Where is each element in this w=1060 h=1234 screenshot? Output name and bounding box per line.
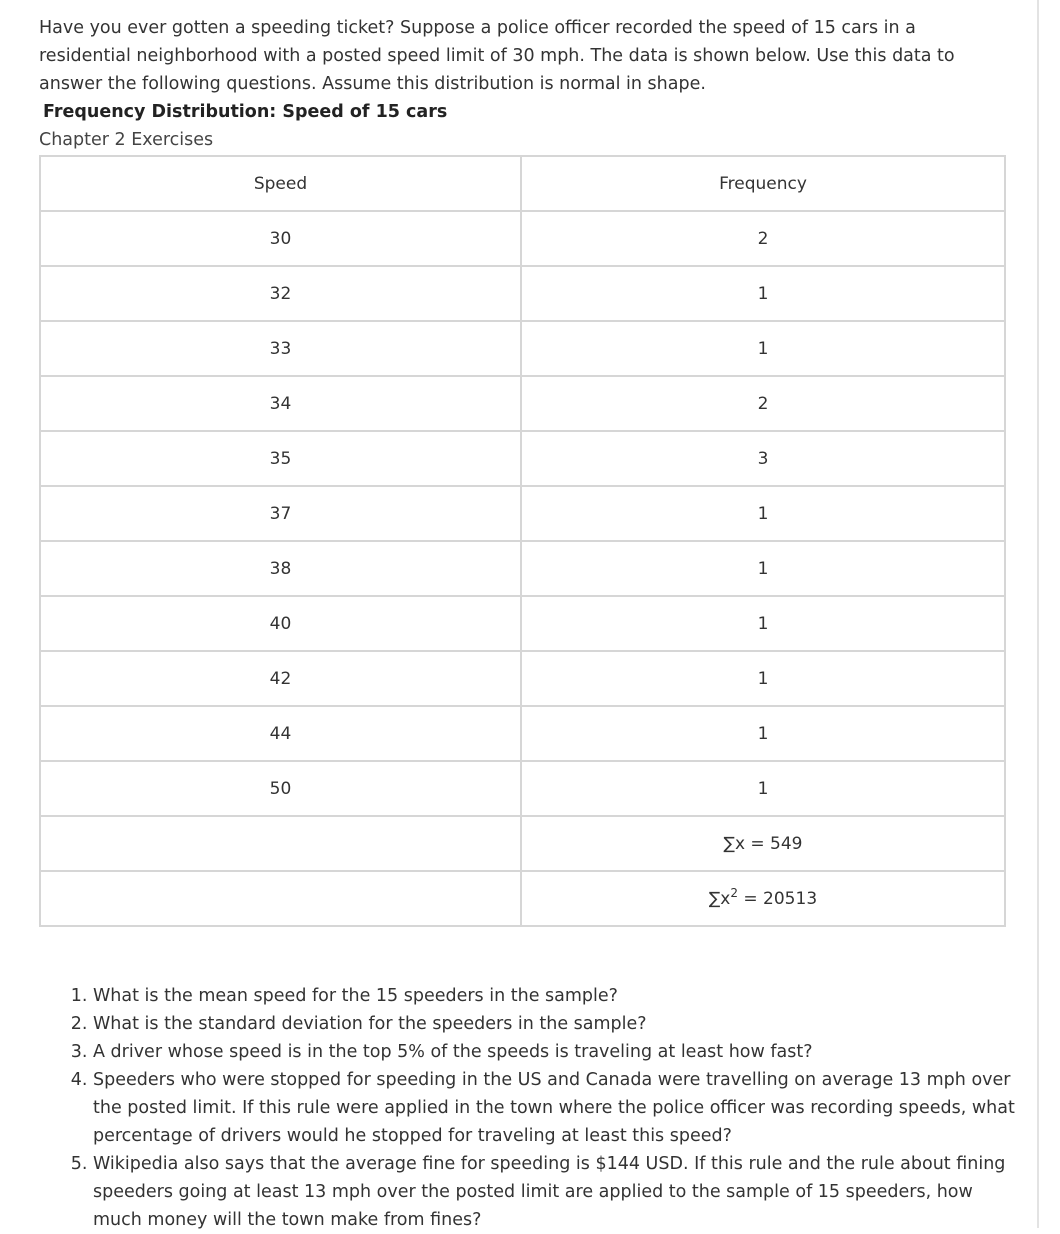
sum-x2-empty-cell (40, 871, 521, 926)
sum-x-row (40, 816, 1005, 871)
table-row (40, 211, 1005, 266)
frequency-cell: 1 (521, 596, 1005, 651)
question-item: 3. A driver whose speed is in the top 5% of the speeds is traveling at least how fast? (93, 1038, 1023, 1066)
sum-x2-label: ∑x (708, 888, 731, 909)
frequency-cell: 1 (521, 266, 1005, 321)
table-caption: Chapter 2 Exercises (39, 130, 214, 150)
table-row (40, 376, 1005, 431)
frequency-cell: 2 (521, 376, 1005, 431)
question-item: 4. Speeders who were stopped for speeding in the US and Canada were travelling on average 13 mph over the posted limit. If this rule were applied in the town where the police officer was recording speeds, what percentage of drivers would he stopped for traveling at least this speed? (93, 1066, 1023, 1150)
table-title: Frequency Distribution: Speed of 15 cars (43, 102, 448, 122)
frequency-cell: 1 (521, 761, 1005, 816)
frequency-cell: 1 (521, 486, 1005, 541)
table-row (40, 706, 1005, 761)
frequency-cell: 2 (521, 211, 1005, 266)
table-row (40, 541, 1005, 596)
speed-cell: 50 (40, 761, 521, 816)
table-row (40, 431, 1005, 486)
table-row (40, 761, 1005, 816)
speed-cell: 32 (40, 266, 521, 321)
header-speed: Speed (40, 156, 521, 211)
sum-x-cell: ∑x = 549 (521, 816, 1005, 871)
frequency-cell: 1 (521, 541, 1005, 596)
question-item: 1. What is the mean speed for the 15 speeders in the sample? (93, 982, 1023, 1010)
speed-cell: 33 (40, 321, 521, 376)
frequency-cell: 3 (521, 431, 1005, 486)
table-row (40, 651, 1005, 706)
speed-cell: 44 (40, 706, 521, 761)
speed-cell: 37 (40, 486, 521, 541)
speed-cell: 38 (40, 541, 521, 596)
speed-cell: 42 (40, 651, 521, 706)
frequency-cell: 1 (521, 651, 1005, 706)
problem-text (39, 14, 1005, 154)
sum-x2-row (40, 871, 1005, 926)
frequency-table (39, 155, 1006, 927)
frequency-cell: 1 (521, 706, 1005, 761)
sum-x2-exponent: 2 (730, 885, 738, 900)
table-row (40, 266, 1005, 321)
table-row (40, 486, 1005, 541)
speed-cell: 34 (40, 376, 521, 431)
table-body (40, 211, 1005, 816)
question-item: 2. What is the standard deviation for the speeders in the sample? (93, 1010, 1023, 1038)
frequency-cell: 1 (521, 321, 1005, 376)
sum-x-empty-cell (40, 816, 521, 871)
table-row (40, 321, 1005, 376)
header-frequency: Frequency (521, 156, 1005, 211)
speed-cell: 35 (40, 431, 521, 486)
intro-paragraph: Have you ever gotten a speeding ticket? Suppose a police officer recorded the speed of 15 cars in a residential neighborhood with a posted speed limit of 30 mph. The data is shown below. Use this data to answer the following questions. Assume this distribution is normal in shape. (39, 18, 955, 94)
table-row (40, 596, 1005, 651)
sum-x2-value: = 20513 (738, 888, 818, 909)
question-list (68, 982, 1023, 1234)
page-edge-divider (1037, 0, 1039, 1228)
table-header-row (40, 156, 1005, 211)
question-item: 5. Wikipedia also says that the average fine for speeding is $144 USD. If this rule and the rule about fining speeders going at least 13 mph over the posted limit are applied to the sample of 15 speeders, how much money will the town make from fines? (93, 1150, 1023, 1234)
sum-x2-cell (521, 871, 1005, 926)
speed-cell: 30 (40, 211, 521, 266)
speed-cell: 40 (40, 596, 521, 651)
